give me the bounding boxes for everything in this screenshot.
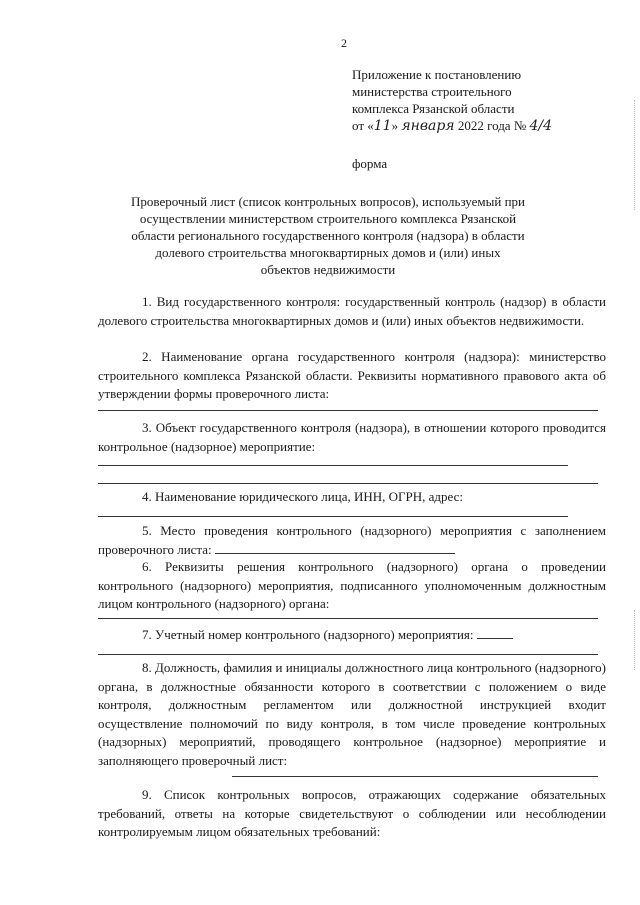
title-line-1: Проверочный лист (список контрольных вопросов), используемый при: [131, 194, 525, 209]
fill-line-7: [477, 638, 513, 639]
form-label: форма: [352, 156, 388, 171]
fill-line-5: [215, 553, 455, 554]
handwritten-day: 11: [373, 118, 392, 134]
title-line-2: осуществлении министерством строительного комплекса Рязанской: [139, 211, 517, 226]
page-number: 2: [341, 36, 347, 50]
title-line-3: области регионального государственного контроля (надзора) в области: [131, 228, 525, 243]
appendix-line-2: министерства строительного: [352, 84, 512, 99]
item-4: [98, 488, 606, 507]
item-8: [98, 659, 606, 770]
handwritten-month: января: [401, 118, 455, 134]
appendix-block: [352, 66, 552, 135]
item-7: [98, 626, 606, 645]
title-line-5: объектов недвижимости: [260, 262, 396, 277]
item-4-text: 4. Наименование юридического лица, ИНН, ОГРН, адрес:: [142, 489, 464, 504]
margin-mark-1: [634, 100, 635, 210]
appendix-date-line: [352, 117, 552, 135]
item-9-text: 9. Список контрольных вопросов, отражающих содержание обязательных требований, ответы на которые свидетельствуют о соблюдении или несоблюдении контролируемым лицом обязательных требований:: [98, 787, 606, 839]
date-mid: »: [391, 118, 402, 133]
date-suffix: 2022 года №: [454, 118, 530, 133]
fill-line-7b: [98, 654, 598, 655]
title-line-4: долевого строительства многоквартирных домов и (или) иных: [155, 245, 501, 260]
handwritten-number: 4/4: [529, 118, 553, 134]
date-prefix: от «: [352, 118, 374, 133]
item-9: [98, 786, 606, 842]
fill-line-2: [98, 410, 598, 411]
fill-line-8: [232, 776, 598, 777]
fill-line-4: [98, 516, 568, 517]
item-1-text: 1. Вид государственного контроля: государственный контроль (надзор) в области долевого строительства многоквартирных домов и (или) иных объектов недвижимости.: [98, 294, 606, 328]
fill-line-6: [98, 618, 598, 619]
margin-mark-2: [634, 610, 635, 670]
item-6: [98, 558, 606, 614]
fill-line-3a: [98, 465, 568, 466]
fill-line-3b: [98, 483, 598, 484]
item-2-text: 2. Наименование органа государственного контроля (надзора): министерство строительного комплекса Рязанской области. Реквизиты нормативного правового акта об утверждении формы проверочного листа:: [98, 349, 606, 401]
item-1: [98, 293, 606, 330]
appendix-line-3: комплекса Рязанской области: [352, 101, 515, 116]
item-6-text: 6. Реквизиты решения контрольного (надзорного) органа о проведении контрольного (надзорного) мероприятия, подписанного уполномоченным должностным лицом контрольного (надзорного) органа:: [98, 559, 606, 611]
document-title: [96, 193, 560, 278]
item-2: [98, 348, 606, 404]
item-3: [98, 419, 606, 456]
item-5: [98, 522, 606, 559]
item-5-text: 5. Место проведения контрольного (надзорного) мероприятия с заполнением проверочного листа:: [98, 523, 606, 557]
item-8-text: 8. Должность, фамилия и инициалы должностного лица контрольного (надзорного) органа, в должностные обязанности которого в соответствии с положением о виде контроля, должностным регламентом или должностной инструкцией входит осуществление полномочий по виду контроля, в том числе проведение контрольных (надзорных) мероприятий, проводящего контрольное (надзорное) мероприятие и заполняющего проверочный лист:: [98, 660, 606, 768]
item-3-text: 3. Объект государственного контроля (надзора), в отношении которого проводится контрольное (надзорное) мероприятие:: [98, 420, 606, 454]
item-7-text: 7. Учетный номер контрольного (надзорного) мероприятия:: [142, 627, 474, 642]
appendix-line-1: Приложение к постановлению: [352, 67, 522, 82]
